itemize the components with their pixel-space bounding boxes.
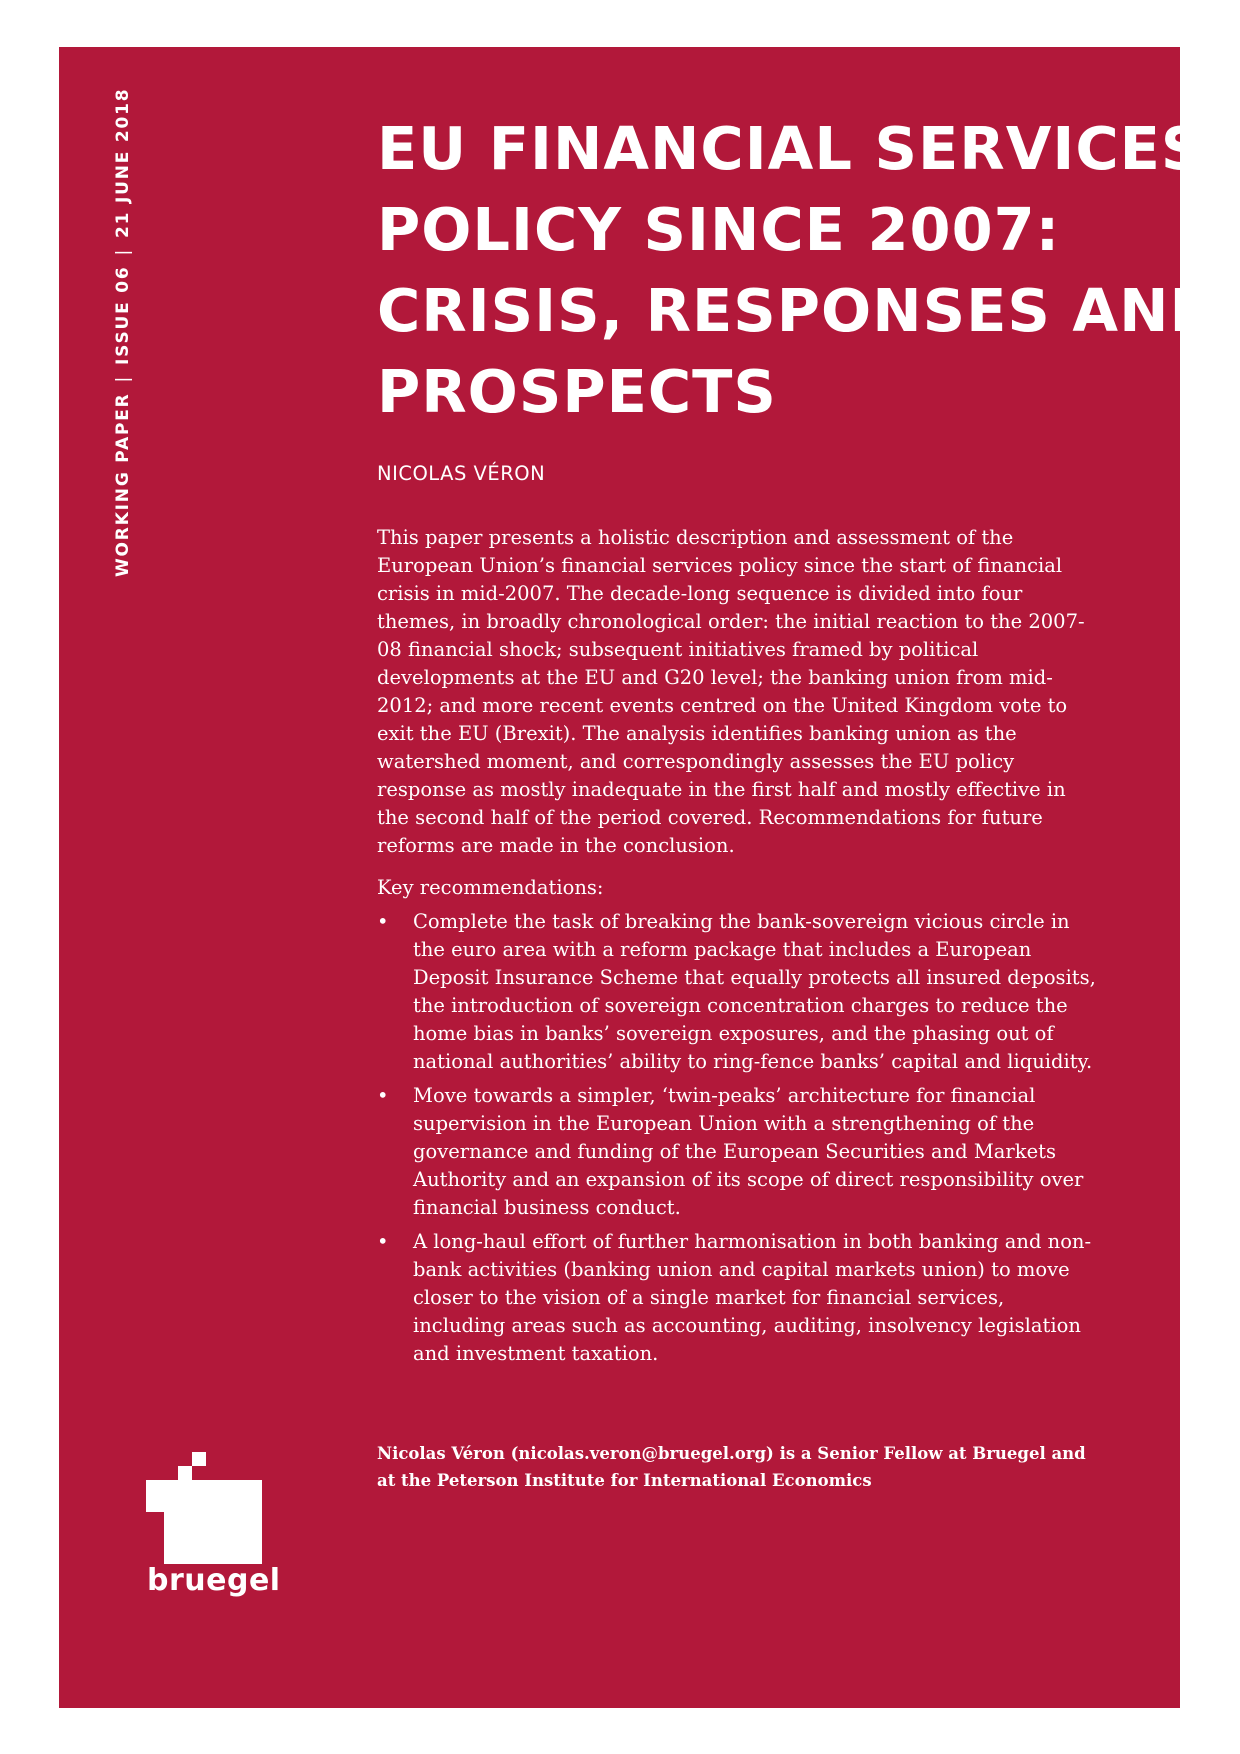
key-recommendations-heading: Key recommendations: [377, 876, 604, 899]
bruegel-logo-text: bruegel [147, 1563, 281, 1598]
list-item-text: Move towards a simpler, ‘twin-peaks’ architecture for financial supervision in the European Union with a strengthening of the governance and funding of the European Securities and Markets Authority and an expansion of its scope of direct responsibility over financial business conduct. [413, 1084, 1084, 1219]
title-line: EU FINANCIAL SERVICES [377, 114, 1205, 183]
series-issue: ISSUE 06 [113, 265, 133, 365]
list-item [377, 908, 1102, 1076]
bullet-icon: • [377, 1230, 389, 1253]
series-label [113, 88, 133, 577]
paper-title [377, 108, 1220, 432]
list-item-text: A long-haul effort of further harmonisation in both banking and non-bank activities (banking union and capital markets union) to move closer to the vision of a single market for financial services, including areas such as accounting, auditing, insolvency legislation and investment taxation. [413, 1230, 1092, 1365]
list-item [377, 1082, 1102, 1222]
series-separator: | [113, 374, 133, 383]
title-line: POLICY SINCE 2007: [377, 195, 1061, 264]
bullet-icon: • [377, 1084, 389, 1107]
series-date: 21 JUNE 2018 [113, 87, 133, 238]
series-type: WORKING PAPER [113, 392, 133, 577]
key-recommendations-list [377, 908, 1102, 1374]
list-item-text: Complete the task of breaking the bank-sovereign vicious circle in the euro area with a reform package that includes a European Deposit Insurance Scheme that equally protects all insured deposits, the introduction of sovereign concentration charges to reduce the home bias in banks’ sovereign exposures, and the phasing out of national authorities’ ability to ring-fence banks’ capital and liquidity. [413, 910, 1096, 1073]
list-item [377, 1228, 1102, 1368]
series-separator: | [113, 247, 133, 256]
title-line: CRISIS, RESPONSES AND [377, 276, 1220, 345]
abstract: This paper presents a holistic description and assessment of the European Union’s financial services policy since the start of financial crisis in mid-2007. The decade-long sequence is divided into four themes, in broadly chronological order: the initial reaction to the 2007-08 financial shock; subsequent initiatives framed by political developments at the EU and G20 level; the banking union from mid-2012; and more recent events centred on the United Kingdom vote to exit the EU (Brexit). The analysis identifies banking union as the watershed moment, and correspondingly assesses the EU policy response as mostly inadequate in the first half and mostly effective in the second half of the period covered. Recommendations for future reforms are made in the conclusion. [377, 526, 1085, 857]
title-line: PROSPECTS [377, 357, 777, 426]
author-bio: Nicolas Véron (nicolas.veron@bruegel.org) is a Senior Fellow at Bruegel and at the Peterson Institute for International Economics [377, 1444, 1086, 1490]
author-name: NICOLAS VÉRON [377, 462, 546, 485]
bullet-icon: • [377, 910, 389, 933]
